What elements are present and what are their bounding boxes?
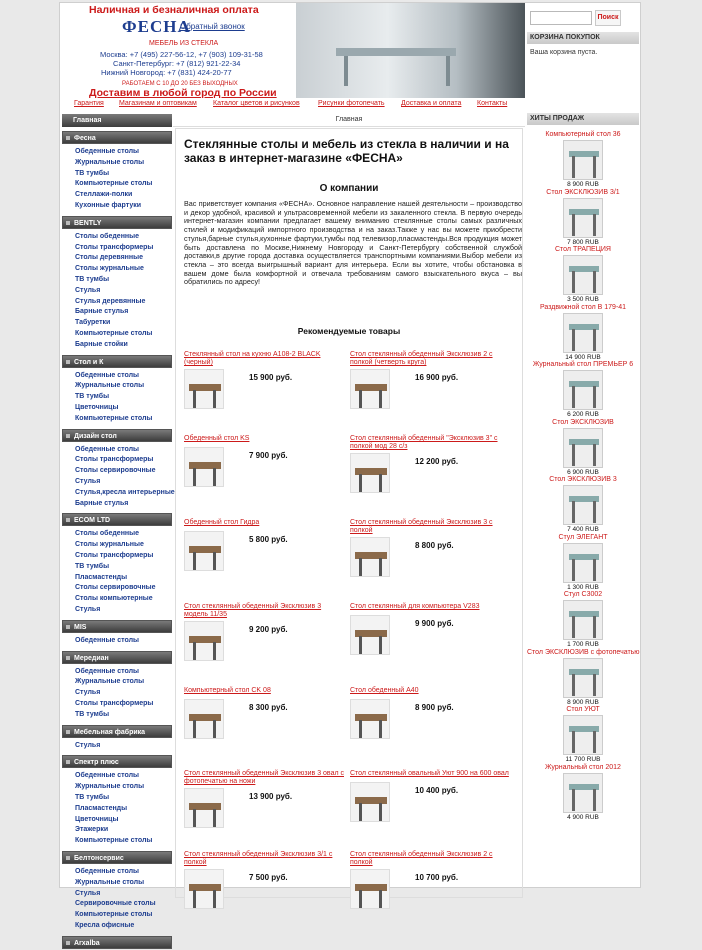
nav-photoprint[interactable]: Рисунки фотопечать [318, 100, 385, 107]
product-name-link[interactable]: Стол стеклянный обеденный Эксклюзив 2 с полкой [350, 851, 493, 866]
bestseller-name-link[interactable]: Стол ЭКСКЛЮЗИВ 3/1 [546, 188, 620, 196]
sidebar-item[interactable]: Барные стойки [75, 340, 128, 348]
bestseller-price: 3 500 RUB [567, 296, 599, 303]
sidebar-group-title[interactable]: Arxalba [62, 936, 172, 949]
sidebar-group-title[interactable]: Фесна [62, 131, 172, 144]
sidebar-item[interactable]: Барные стулья [75, 499, 129, 507]
product-name-link[interactable]: Стол стеклянный обеденный Эксклюзив 3 овал с фотопечатью на ножи [184, 770, 344, 785]
header-photo [296, 3, 525, 98]
bestseller-name-link[interactable]: Компьютерный стол 36 [545, 131, 621, 138]
product-name-link[interactable]: Обеденный стол KS [184, 435, 250, 442]
product-image[interactable] [184, 699, 224, 739]
sidebar-item[interactable]: Обеденные столы [75, 667, 140, 675]
sidebar-item[interactable]: Обеденные столы [75, 445, 140, 453]
bestseller-name-link[interactable]: Стул ЭЛЕГАНТ [558, 533, 608, 541]
product-image[interactable] [350, 453, 390, 493]
bestseller-image[interactable] [563, 485, 603, 525]
nav-wholesale[interactable]: Магазинам и оптовикам [119, 100, 197, 107]
sidebar-item[interactable]: Столы трансформеры [75, 243, 154, 251]
logo[interactable]: ФЕСНА [122, 17, 191, 36]
product-card[interactable] [350, 519, 515, 599]
sidebar-group-title[interactable]: MIS [62, 620, 172, 633]
cart-title: КОРЗИНА ПОКУПОК [527, 32, 639, 44]
sidebar-item[interactable]: Столы обеденные [75, 232, 140, 240]
product-name-link[interactable]: Стол стеклянный для компьютера V283 [350, 603, 480, 610]
bestseller-item[interactable] [527, 591, 639, 648]
bestseller-price: 6 900 RUB [567, 468, 599, 476]
product-price: 5 800 руб. [249, 535, 288, 544]
bestseller-item[interactable] [527, 764, 639, 821]
sidebar-group-title[interactable]: Мебельная фабрика [62, 725, 172, 738]
sidebar-item[interactable]: Журнальные столы [75, 382, 145, 390]
sidebar-item[interactable]: ТВ тумбы [75, 562, 110, 570]
product-price: 7 900 руб. [249, 451, 288, 460]
working-hours: РАБОТАЕМ С 10 ДО 20 БЕЗ ВЫХОДНЫХ [122, 81, 238, 87]
sidebar-item[interactable]: Столы трансформеры [75, 456, 154, 464]
product-name-link[interactable]: Стол стеклянный обеденный Эксклюзив 2 с полкой (четверть круга) [350, 351, 493, 366]
product-name-link[interactable]: Стол стеклянный обеденный Эксклюзив 3/1 с полкой [184, 851, 333, 866]
bestseller-item[interactable] [527, 476, 639, 533]
sidebar-item[interactable]: Сервировочные столы [75, 900, 156, 908]
product-price: 16 900 руб. [415, 373, 459, 382]
sidebar-group-title[interactable]: Белтонсервис [62, 851, 172, 864]
product-image[interactable] [184, 447, 224, 487]
sidebar-item[interactable]: Компьютерные столы [75, 414, 153, 422]
bestseller-name-link[interactable]: Журнальный стол ПРЕМЬЕР 6 [532, 361, 634, 368]
sidebar-item[interactable]: Компьютерные столы [75, 330, 153, 337]
bestseller-image[interactable] [563, 543, 603, 583]
bestseller-image[interactable] [563, 140, 603, 180]
product-card[interactable] [184, 519, 349, 599]
sidebar-item[interactable]: Обеденные столы [75, 868, 140, 875]
nav-guarantee[interactable]: Гарантия [74, 100, 104, 107]
product-image[interactable] [350, 615, 390, 655]
top-nav [60, 100, 525, 111]
sidebar-item[interactable]: Журнальные столы [75, 783, 145, 791]
page [59, 2, 641, 947]
bestsellers-title: ХИТЫ ПРОДАЖ [527, 113, 639, 125]
sidebar-item[interactable]: Столы трансформеры [75, 552, 154, 559]
product-image[interactable] [184, 531, 224, 571]
product-image[interactable] [184, 788, 224, 828]
bestseller-image[interactable] [563, 313, 603, 353]
sidebar-item[interactable]: Обеденные столы [75, 772, 140, 780]
sidebar [60, 113, 175, 947]
bestseller-name-link[interactable]: Стол ТРАПЕЦИЯ [555, 246, 611, 253]
product-card[interactable] [350, 687, 515, 767]
phone-spb: Санкт-Петербург: +7 (812) 921-22-34 [113, 59, 241, 68]
product-image[interactable] [184, 621, 224, 661]
sidebar-item[interactable]: Обеденные столы [75, 636, 140, 644]
sidebar-item[interactable]: Этажерки [75, 826, 109, 834]
bestseller-price: 11 700 RUB [565, 756, 601, 763]
product-card[interactable] [184, 687, 349, 767]
sidebar-item[interactable]: Столы журнальные [75, 541, 144, 549]
product-name-link[interactable]: Компьютерный стол CK 08 [184, 687, 271, 694]
sidebar-item[interactable]: Столы сервировочные [75, 584, 156, 592]
bestseller-name-link[interactable]: Стул С3002 [563, 591, 603, 598]
product-card[interactable] [184, 351, 349, 431]
sidebar-item[interactable]: Стулья [75, 286, 101, 294]
product-card[interactable] [184, 851, 349, 931]
product-name-link[interactable]: Стеклянный стол на кухню A108-2 BLACK (черный) [184, 351, 321, 366]
sidebar-item[interactable]: Компьютерные столы [75, 180, 153, 188]
product-name-link[interactable]: Обеденный стол Гидра [184, 519, 260, 526]
product-price: 15 900 руб. [249, 373, 293, 382]
bestseller-price: 14 900 RUB [565, 353, 601, 361]
sidebar-group-title[interactable]: Стол и К [62, 355, 172, 368]
bestseller-name-link[interactable]: Журнальный стол 2012 [545, 763, 621, 771]
sidebar-item[interactable]: Стулья деревянные [75, 297, 146, 305]
product-price: 12 200 руб. [415, 457, 459, 466]
bestsellers-panel [527, 113, 642, 893]
sidebar-item[interactable]: Цветочницы [75, 815, 119, 823]
callback-link[interactable]: Обратный звонок [180, 22, 245, 31]
product-card[interactable] [350, 351, 515, 431]
sidebar-item[interactable]: Стулья [75, 889, 101, 897]
product-name-link[interactable]: Стол обеденный A40 [350, 687, 419, 694]
product-price: 9 900 руб. [415, 619, 454, 628]
product-price: 10 700 руб. [415, 873, 459, 882]
breadcrumb[interactable]: Главная [173, 113, 525, 127]
search-input[interactable] [530, 11, 592, 25]
product-card[interactable] [350, 603, 515, 683]
bestseller-price: 8 900 RUB [567, 698, 599, 706]
sidebar-item[interactable]: Столы сервировочные [75, 467, 156, 475]
sidebar-group-title[interactable]: ECOM LTD [62, 513, 172, 526]
bestseller-item[interactable] [527, 534, 639, 591]
bestseller-image[interactable] [563, 715, 603, 755]
bestseller-price: 6 200 RUB [567, 411, 599, 418]
main-content [173, 113, 525, 893]
sidebar-item[interactable]: Стулья [75, 606, 101, 613]
nav-catalog-colors[interactable]: Каталог цветов и рисунков [213, 100, 300, 107]
product-card[interactable] [350, 435, 515, 515]
bestseller-image[interactable] [563, 428, 603, 468]
sidebar-item[interactable]: Столы компьютерные [75, 595, 153, 603]
sidebar-item[interactable]: Столы обеденные [75, 530, 140, 538]
product-name-link[interactable]: Стол стеклянный обеденный Эксклюзив 3 модель 11/35 [184, 603, 322, 618]
sidebar-item[interactable]: Столы трансформеры [75, 700, 154, 707]
bestseller-name-link[interactable]: Раздвижной стол В 179-41 [539, 303, 627, 311]
promo-text: Наличная и безналичная оплата [89, 4, 259, 16]
product-price: 9 200 руб. [249, 625, 288, 634]
sidebar-item[interactable]: Пласмастенды [75, 804, 128, 812]
sidebar-item[interactable]: ТВ тумбы [75, 794, 110, 801]
bestseller-price: 1 300 RUB [567, 583, 599, 591]
product-image[interactable] [184, 869, 224, 909]
product-name-link[interactable]: Стол стеклянный овальный Уют 900 на 600 овал [350, 770, 509, 777]
bestseller-name-link[interactable]: Стол УЮТ [566, 706, 600, 713]
product-image[interactable] [350, 369, 390, 409]
header [60, 3, 525, 98]
bestseller-price: 7 800 RUB [567, 238, 599, 246]
product-image[interactable] [350, 699, 390, 739]
bestseller-name-link[interactable]: Стол ЭКСКЛЮЗИВ [552, 418, 614, 426]
cart-empty-text: Ваша корзина пуста. [530, 49, 598, 56]
product-name-link[interactable]: Стол стеклянный обеденный "Эксклюзив 3" с полкой мод 28 с/з [350, 435, 498, 450]
search-cart-panel [527, 3, 642, 98]
sidebar-item[interactable]: Кресла офисные [75, 922, 135, 929]
bestseller-item[interactable] [527, 706, 639, 763]
sidebar-item[interactable]: ТВ тумбы [75, 393, 110, 401]
product-price: 8 900 руб. [415, 703, 454, 712]
bestseller-image[interactable] [563, 600, 603, 640]
phone-nn: Нижний Новгород: +7 (831) 424-20-77 [101, 68, 232, 77]
bestseller-item[interactable] [527, 131, 639, 188]
bestseller-name-link[interactable]: Стол ЭКСКЛЮЗИВ 3 [549, 476, 617, 483]
sidebar-item[interactable]: Журнальные столы [75, 878, 145, 886]
bestseller-image[interactable] [563, 255, 603, 295]
bestseller-price: 8 900 RUB [567, 181, 599, 188]
sidebar-group-title[interactable]: Мередиан [62, 651, 172, 664]
bestseller-item[interactable] [527, 189, 639, 246]
bestseller-item[interactable] [527, 419, 639, 476]
product-image[interactable] [350, 537, 390, 577]
bestseller-item[interactable] [527, 649, 639, 706]
content-box [175, 128, 523, 898]
sidebar-item[interactable]: Обеденные столы [75, 148, 140, 155]
sidebar-item[interactable]: ТВ тумбы [75, 710, 110, 718]
sidebar-item[interactable]: Табуретки [75, 319, 111, 327]
bestseller-price: 4 900 RUB [567, 813, 599, 821]
search-button[interactable]: Поиск [595, 10, 621, 26]
sidebar-group-title[interactable]: Спектр плюс [62, 755, 172, 768]
product-image[interactable] [184, 369, 224, 409]
product-price: 13 900 руб. [249, 792, 293, 801]
nav-delivery[interactable]: Доставка и оплата [401, 100, 462, 107]
bestseller-item[interactable] [527, 246, 639, 303]
product-card[interactable] [184, 435, 349, 515]
nav-contacts[interactable]: Контакты [477, 100, 508, 107]
sidebar-item[interactable]: Столы журнальные [75, 265, 144, 273]
bestseller-image[interactable] [563, 773, 603, 813]
product-image[interactable] [350, 869, 390, 909]
bestseller-item[interactable] [527, 304, 639, 361]
delivery-link[interactable]: Доставим в любой город по России [89, 87, 277, 99]
bestseller-price: 7 400 RUB [567, 526, 599, 533]
bestseller-image[interactable] [563, 658, 603, 698]
sidebar-group-title[interactable]: BENTLY [62, 216, 172, 229]
product-card[interactable] [350, 770, 515, 850]
bestseller-item[interactable] [527, 361, 639, 418]
sidebar-item[interactable]: Столы деревянные [75, 254, 143, 262]
page-title: Стеклянные столы и мебель из стекла в наличии и на заказ в интернет-магазине «ФЕСНА» [184, 137, 509, 165]
sidebar-home[interactable]: Главная [62, 114, 172, 127]
sidebar-item[interactable]: Стулья,кресла интерьерные [75, 488, 175, 496]
sidebar-item[interactable]: Барные стулья [75, 308, 129, 316]
sidebar-item[interactable]: ТВ тумбы [75, 276, 110, 283]
sidebar-item[interactable]: Стулья [75, 478, 101, 485]
bestseller-image[interactable] [563, 370, 603, 410]
sidebar-item[interactable]: Цветочницы [75, 404, 119, 411]
product-card[interactable] [350, 851, 515, 931]
logo-subtitle: МЕБЕЛЬ ИЗ СТЕКЛА [149, 40, 219, 47]
product-price: 7 500 руб. [249, 873, 288, 882]
about-title: О компании [319, 183, 379, 194]
sidebar-item[interactable]: ТВ тумбы [75, 169, 110, 177]
sidebar-group-title[interactable]: Дизайн стол [62, 429, 172, 442]
product-price: 8 300 руб. [249, 703, 288, 712]
sidebar-item[interactable]: Стеллажи-полки [75, 191, 133, 199]
sidebar-item[interactable]: Журнальные столы [75, 158, 145, 166]
about-text: Вас приветствует компания «ФЕСНА». Основное направление нашей деятельности – производство и декор удобной, красивой и ультрасовременной мебели из закаленного стекла. В первую очередь интернет-магазин компании предлагает вашему вниманию стеклянные столы самых различных стилей и модификаций импортного производства и на заказ.Также у нас вы можете приобрести стулья,барные стулья,кухонные фартуки,тумбы под телевизор,пласмастенды.Вся продукция может быть доставлена по Москве,Нижнему Новгороду и Санкт-Петербургу собственной службой доставки,в другие города доставка осуществляется транспортными компаниями.Выбор мебели из стекла – это всегда выигрышный вариант для интерьера. Если вы хотите, чтобы обстановка в вашем доме была комфортной и отвечала требованиям самого взыскательного вкуса – вы обратились по адресу! [184, 199, 522, 287]
recommended-title: Рекомендуемые товары [297, 326, 401, 336]
product-price: 8 800 руб. [415, 541, 454, 550]
product-card[interactable] [184, 603, 349, 683]
product-price: 10 400 руб. [415, 786, 459, 795]
sidebar-item[interactable]: Журнальные столы [75, 678, 145, 686]
bestseller-name-link[interactable]: Стол ЭКСКЛЮЗИВ с фотопечатью [527, 648, 640, 656]
phone-moscow: Москва: +7 (495) 227-56-12, +7 (903) 109-31-58 [100, 50, 263, 59]
sidebar-item[interactable]: Компьютерные столы [75, 837, 153, 845]
sidebar-item[interactable]: Пласмастенды [75, 573, 128, 581]
bestseller-price: 1 700 RUB [567, 641, 599, 648]
sidebar-item[interactable]: Компьютерные столы [75, 911, 153, 919]
sidebar-item[interactable]: Стулья [75, 741, 101, 749]
product-card[interactable] [184, 770, 349, 850]
sidebar-item[interactable]: Кухонные фартуки [75, 202, 142, 209]
sidebar-item[interactable]: Обеденные столы [75, 371, 140, 379]
bestseller-image[interactable] [563, 198, 603, 238]
product-image[interactable] [350, 782, 390, 822]
product-name-link[interactable]: Стол стеклянный обеденный Эксклюзив 3 с полкой [350, 519, 493, 534]
sidebar-item[interactable]: Стулья [75, 689, 101, 697]
